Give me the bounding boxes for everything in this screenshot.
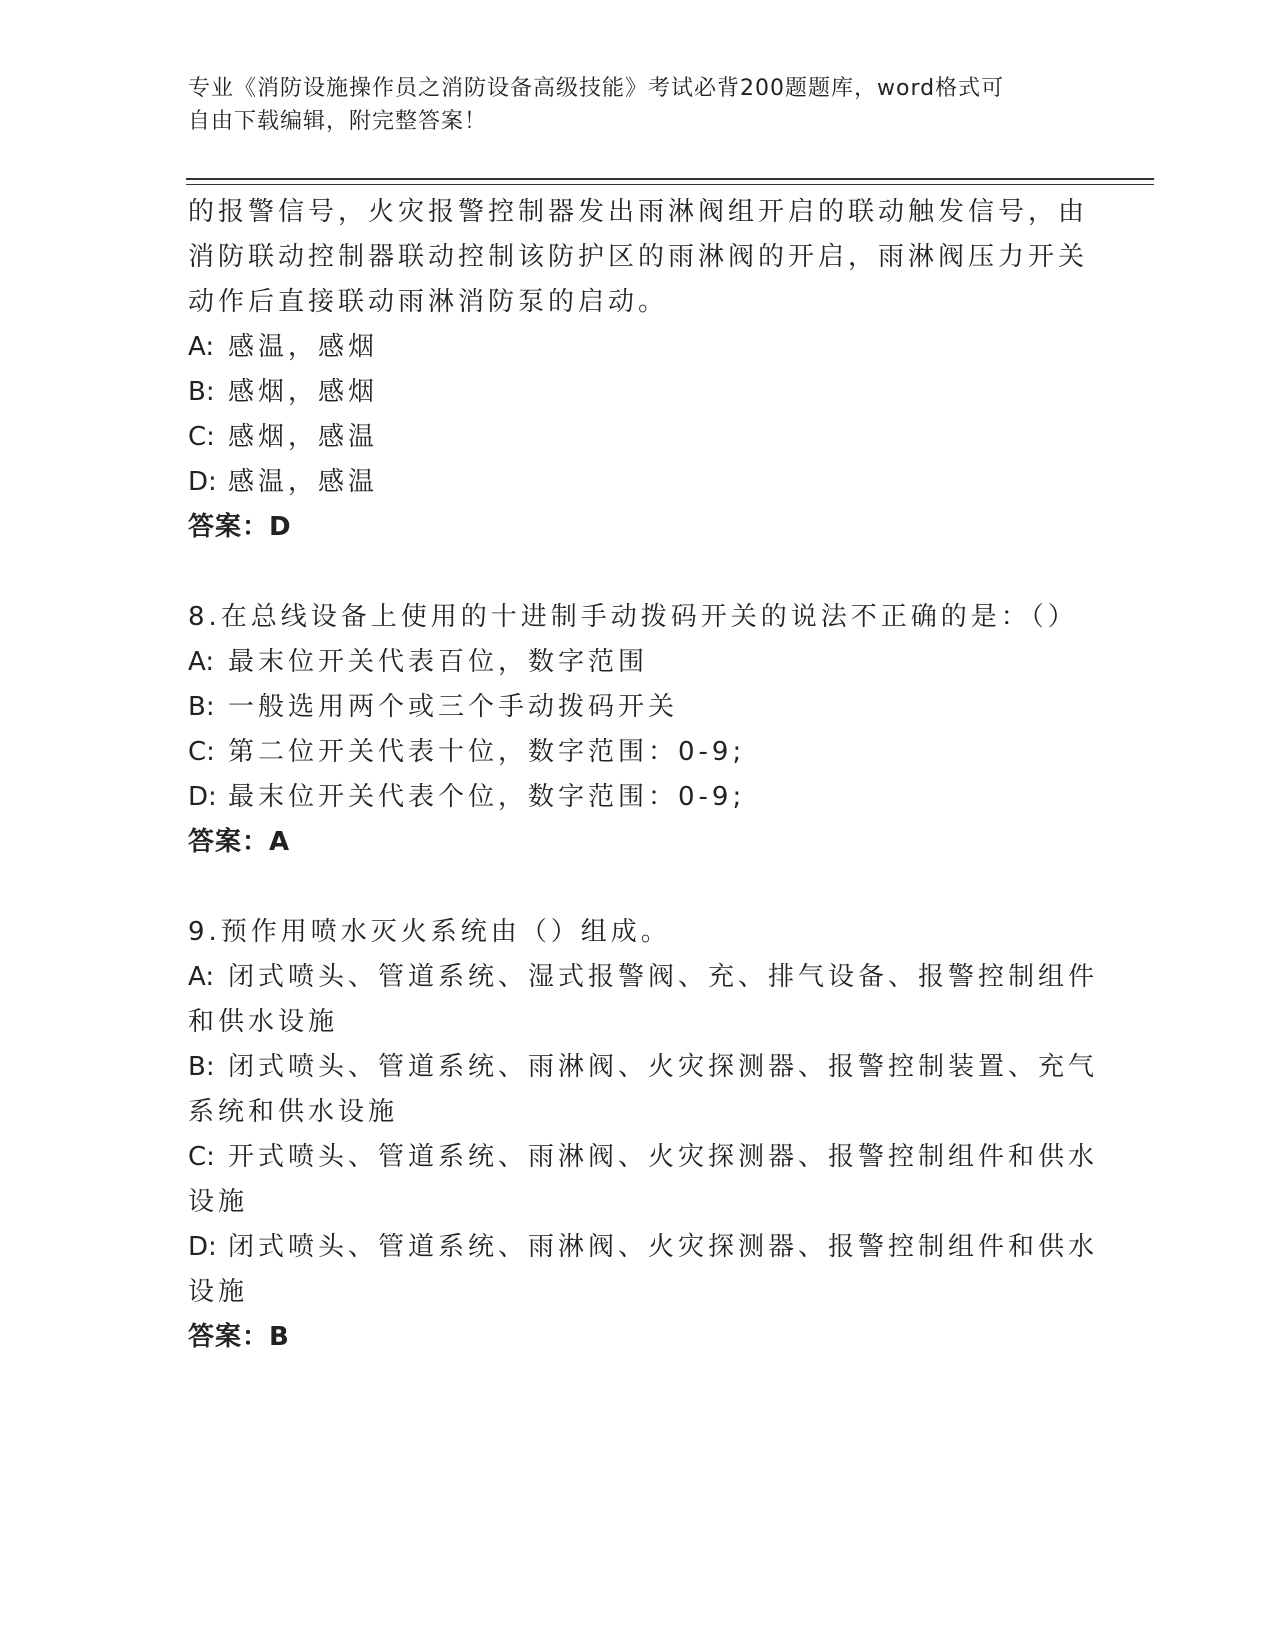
q7-option-a: A: 感温，感烟 xyxy=(188,332,379,362)
q7-stem-line: 的报警信号，火灾报警控制器发出雨淋阀组开启的联动触发信号，由 xyxy=(188,197,1089,227)
header-rule-thin xyxy=(186,184,1154,185)
q7-option-d: D: 感温，感温 xyxy=(188,467,379,497)
q8-answer: 答案：A xyxy=(188,827,291,857)
header-line-1: 专业《消防设施操作员之消防设备高级技能》考试必背200题题库，word格式可 xyxy=(188,76,1005,101)
document-body xyxy=(188,190,1099,1360)
question-7-tail xyxy=(188,190,1088,550)
q9-option-c: C: 开式喷头、管道系统、雨淋阀、火灾探测器、报警控制组件和供水 设施 xyxy=(188,1142,1099,1217)
q9-option-d: D: 闭式喷头、管道系统、雨淋阀、火灾探测器、报警控制组件和供水 设施 xyxy=(188,1232,1099,1307)
question-8 xyxy=(188,595,1088,865)
q8-stem: 8.在总线设备上使用的十进制手动拨码开关的说法不正确的是：（） xyxy=(188,602,1078,632)
q9-stem: 9.预作用喷水灭火系统由（）组成。 xyxy=(188,917,671,947)
q9-option-a: A: 闭式喷头、管道系统、湿式报警阀、充、排气设备、报警控制组件 和供水设施 xyxy=(188,962,1099,1037)
header-line-2: 自由下载编辑，附完整答案！ xyxy=(188,109,488,134)
q9-answer: 答案：B xyxy=(188,1322,290,1352)
q7-option-c: C: 感烟，感温 xyxy=(188,422,379,452)
q8-option-c: C: 第二位开关代表十位，数字范围：0-9; xyxy=(188,737,746,767)
q8-option-b: B: 一般选用两个或三个手动拨码开关 xyxy=(188,692,679,722)
q8-option-a: A: 最末位开关代表百位，数字范围 xyxy=(188,647,649,677)
q8-option-d: D: 最末位开关代表个位，数字范围：0-9; xyxy=(188,782,746,812)
q7-answer: 答案：D xyxy=(188,512,292,542)
q7-stem-line: 消防联动控制器联动控制该防护区的雨淋阀的开启，雨淋阀压力开关 xyxy=(188,242,1089,272)
header-rule-thick xyxy=(186,178,1154,180)
q9-option-b: B: 闭式喷头、管道系统、雨淋阀、火灾探测器、报警控制装置、充气 系统和供水设施 xyxy=(188,1052,1099,1127)
question-9 xyxy=(188,910,1099,1360)
q7-option-b: B: 感烟，感烟 xyxy=(188,377,379,407)
q7-stem-line: 动作后直接联动雨淋消防泵的启动。 xyxy=(188,287,669,317)
document-header xyxy=(188,72,1068,138)
